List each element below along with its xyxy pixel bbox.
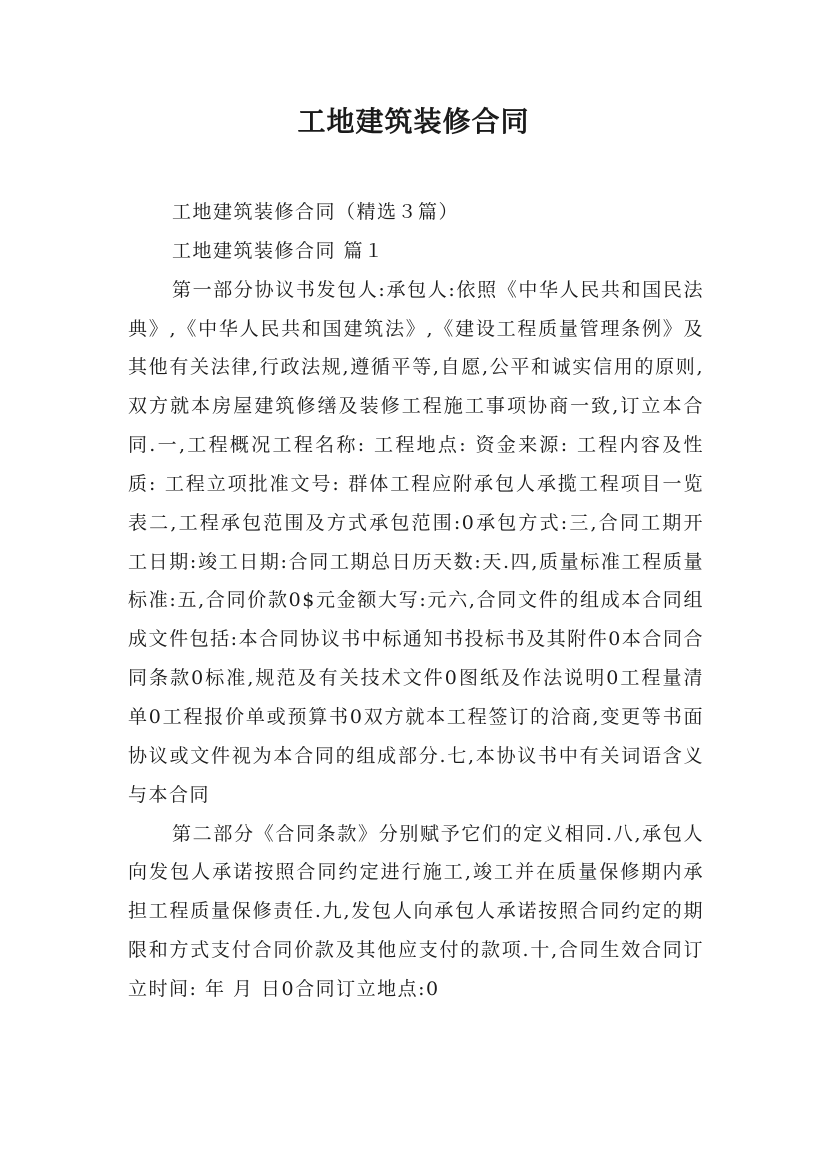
section-heading: 工地建筑装修合同 篇１	[172, 239, 385, 262]
document-body	[128, 193, 704, 1009]
document-title: 工地建筑装修合同	[297, 105, 530, 138]
paragraph-part-two: 第二部分《合同条款》分别赋予它们的定义相同.八,承包人向发包人承诺按照合同约定进行施工,竣工并在质量保修期内承担工程质量保修责任.九,发包人向承包人承诺按照合同约定的期限和方式支付合同价款及其他应支付的款项.十,合同生效合同订立时间: 年 月 日0合同订立地点:0	[128, 822, 704, 1000]
paragraph-part-one: 第一部分协议书发包人:承包人:依照《中华人民共和国民法典》,《中华人民共和国建筑法》,《建设工程质量管理条例》及其他有关法律,行政法规,遵循平等,自愿,公平和诚实信用的原则,双方就本房屋建筑修缮及装修工程施工事项协商一致,订立本合同.一,工程概况工程名称: 工程地点: 资金来源: 工程内容及性质: 工程立项批准文号: 群体工程应附承包人承揽工程项目一览表二,工程承包范围及方式承包范围:0承包方式:三,合同工期开工日期:竣工日期:合同工期总日历天数:天.四,质量标准工程质量标准:五,合同价款0$元金额大写:元六,合同文件的组成本合同组成文件包括:本合同协议书中标通知书投标书及其附件0本合同合同条款0标准,规范及有关技术文件0图纸及作法说明0工程量清单0工程报价单或预算书0双方就本工程签订的洽商,变更等书面协议或文件视为本合同的组成部分.七,本协议书中有关词语含义与本合同	[128, 278, 704, 806]
document-subtitle: 工地建筑装修合同（精选３篇）	[172, 201, 460, 223]
